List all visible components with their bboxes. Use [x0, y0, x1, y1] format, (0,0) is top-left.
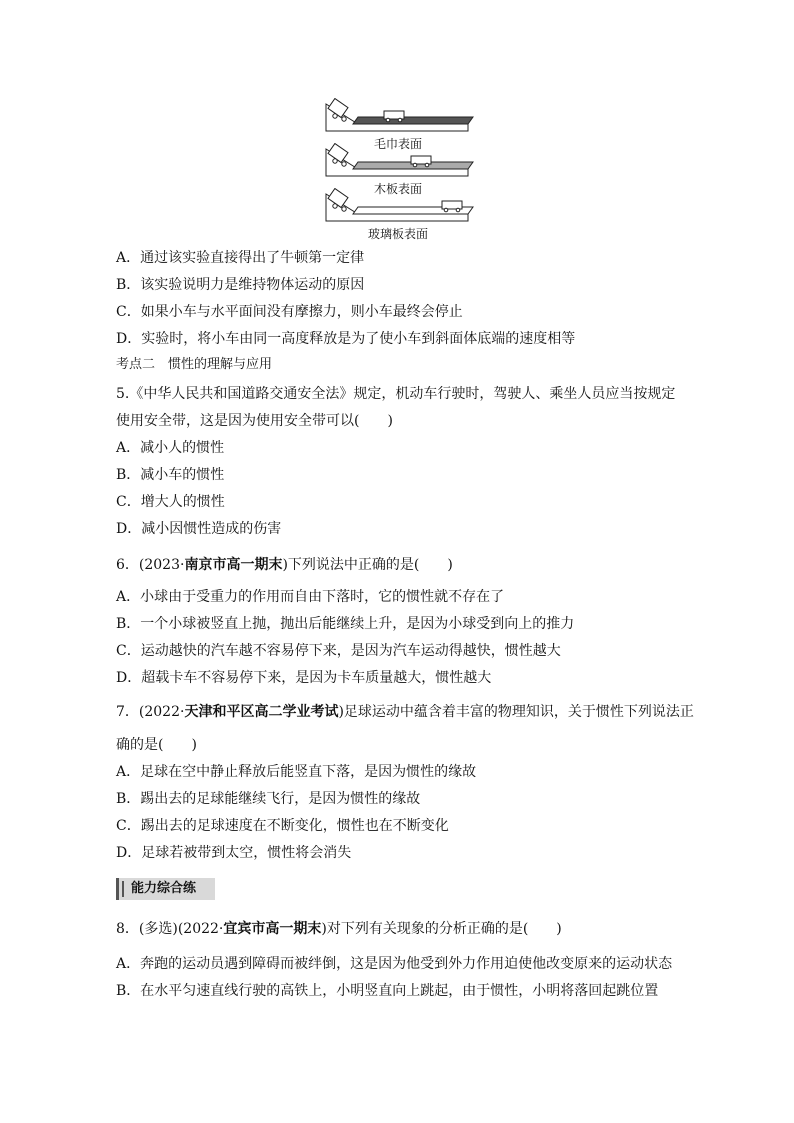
q5-option-d: D．减小因惯性造成的伤害: [116, 521, 282, 537]
q7-option-a: A．足球在空中静止释放后能竖直下落，是因为惯性的缘故: [116, 764, 477, 780]
q7-option-d: D．足球若被带到太空，惯性将会消失: [116, 845, 352, 861]
ramp-glass-diagram: [318, 188, 478, 226]
section-header: 能力综合练: [116, 878, 215, 900]
q8-option-b: B．在水平匀速直线行驶的高铁上，小明竖直向上跳起，由于惯性，小明将落回起跳位置: [116, 983, 659, 999]
figure-wood-surface: [318, 143, 478, 196]
figure-towel-surface: [318, 98, 478, 151]
q6-option-b: B．一个小球被竖直上抛，抛出后能继续上升，是因为小球受到向上的推力: [116, 616, 575, 632]
q7-option-c: C．踢出去的足球速度在不断变化，惯性也在不断变化: [116, 818, 449, 834]
q8-suffix: )对下列有关现象的分析正确的是( ): [321, 921, 562, 937]
q5-option-a: A．减小人的惯性: [116, 440, 225, 456]
q6-stem: [116, 555, 678, 575]
q8-stem: [116, 919, 678, 939]
q6-option-d: D．超载卡车不容易停下来，是因为卡车质量越大，惯性越大: [116, 670, 492, 686]
caption-glass: 玻璃板表面: [367, 227, 428, 241]
q7-option-b: B．踢出去的足球能继续飞行，是因为惯性的缘故: [116, 791, 421, 807]
q7-stem-line1: [116, 702, 694, 722]
figure-glass-surface: [318, 188, 478, 241]
q8-source: 宜宾市高一期末: [223, 921, 322, 937]
caption-wood: 木板表面: [373, 182, 422, 196]
q4-option-a: A．通过该实验直接得出了牛顿第一定律: [116, 250, 365, 266]
q6-option-a: A．小球由于受重力的作用而自由下落时，它的惯性就不存在了: [116, 589, 505, 605]
q7-source: 天津和平区高二学业考试: [184, 704, 339, 720]
q6-prefix: 6．(2023·: [116, 557, 185, 573]
q8-option-a: A．奔跑的运动员遇到障碍而被绊倒，这是因为他受到外力作用迫使他改变原来的运动状态: [116, 956, 673, 972]
q6-source: 南京市高一期末: [184, 557, 283, 573]
q8-prefix: 8．(多选)(2022·: [116, 921, 224, 937]
q4-option-c: C．如果小车与水平面间没有摩擦力，则小车最终会停止: [116, 304, 463, 320]
q4-option-b: B．该实验说明力是维持物体运动的原因: [116, 277, 365, 293]
q5-stem-line1: 5.《中华人民共和国道路交通安全法》规定，机动车行驶时，驾驶人、乘坐人员应当按规定: [116, 386, 676, 402]
topic-heading: 考点二 惯性的理解与应用: [116, 357, 273, 372]
ramp-wood-diagram: [318, 143, 478, 181]
q6-option-c: C．运动越快的汽车越不容易停下来，是因为汽车运动得越快，惯性越大: [116, 643, 561, 659]
caption-towel: 毛巾表面: [373, 137, 422, 151]
q7-prefix: 7．(2022·: [116, 704, 185, 720]
q7-stem-line2: 确的是( ): [116, 737, 197, 753]
q5-option-b: B．减小车的惯性: [116, 467, 225, 483]
q6-suffix: )下列说法中正确的是( ): [282, 557, 453, 573]
q7-suffix: )足球运动中蕴含着丰富的物理知识，关于惯性下列说法正: [338, 704, 694, 720]
q5-option-c: C．增大人的惯性: [116, 494, 225, 510]
q5-stem-line2: 使用安全带，这是因为使用安全带可以( ): [116, 413, 393, 429]
ramp-towel-diagram: [318, 98, 478, 136]
q4-option-d: D．实验时，将小车由同一高度释放是为了使小车到斜面体底端的速度相等: [116, 331, 576, 347]
